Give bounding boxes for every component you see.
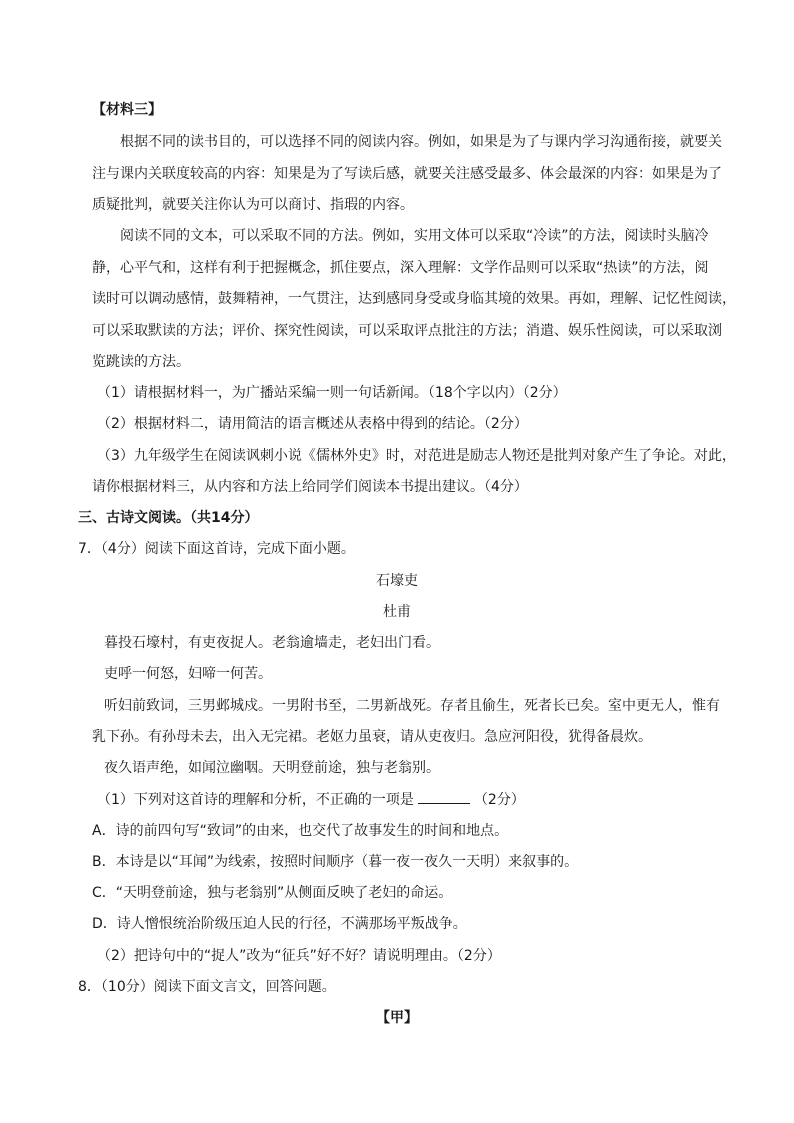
material3-para2-line1: 阅读不同的文本，可以采取不同的方法。例如，实用文体可以采取“冷读”的方法，阅读时头脑冷 — [120, 228, 709, 244]
option-d: D．诗人憎恨统治阶级压迫人民的行径，不满那场平叛战争。 — [92, 916, 467, 932]
poem-author: 杜甫 — [383, 604, 411, 620]
option-b: B．本诗是以“耳闻”为线索，按照时间顺序（暮一夜一夜久一天明）来叙事的。 — [92, 854, 579, 870]
answer-blank[interactable] — [418, 789, 470, 804]
poem-line-2: 吏呼一何怒，妇啼一何苦。 — [104, 666, 272, 682]
q6-sub1: （1）请根据材料一，为广播站采编一则一句话新闻。（18个字以内）（2分） — [97, 385, 567, 401]
material3-heading: 【材料三】 — [92, 102, 162, 118]
q6-sub3-line1: （3）九年级学生在阅读讽刺小说《儒林外史》时，对范进是励志人物还是批判对象产生了争论。对此， — [97, 448, 736, 464]
material3-para2-line5: 览跳读的方法。 — [92, 354, 190, 370]
material3-para2-line2: 静，心平气和，这样有利于把握概念，抓住要点，深入理解：文学作品则可以采取“热读”的方法，阅 — [92, 260, 709, 276]
q7-sub1-score: （2分） — [473, 792, 525, 808]
poem-title: 石壕吏 — [376, 573, 418, 589]
q6-sub3-line2: 请你根据材料三，从内容和方法上给同学们阅读本书提出建议。（4分） — [92, 479, 528, 495]
material3-para1-line2: 注与课内关联度较高的内容：知果是为了写读后感，就要关注感受最多、体会最深的内容：如果是为了 — [92, 166, 722, 182]
material3-para2-line3: 读时可以调动感情，鼓舞精神，一气贯注，达到感同身受或身临其境的效果。再如，理解、记忆性阅读， — [92, 291, 736, 307]
material3-para1-line1: 根据不同的读书目的，可以选择不同的阅读内容。例如，如果是为了与课内学习沟通衔接，就要关 — [120, 134, 722, 150]
poem-line-1: 暮投石壕村，有吏夜捉人。老翁逾墙走，老妇出门看。 — [104, 635, 440, 651]
poem-line-3: 听妇前致词，三男邺城戍。一男附书至，二男新战死。存者且偷生，死者长已矣。室中更无人，惟有 — [104, 698, 720, 714]
option-a: A．诗的前四句写“致词”的由来，也交代了故事发生的时间和地点。 — [92, 823, 509, 839]
q8-stem: 8．（10分）阅读下面文言文，回答问题。 — [78, 979, 336, 995]
section3-title: 三、古诗文阅读。（共14分） — [78, 510, 259, 526]
q7-sub1-text: （1）下列对这首诗的理解和分析，不正确的一项是 — [97, 792, 414, 808]
material3-para1-line3: 质疑批判，就要关注你认为可以商讨、指瑕的内容。 — [92, 197, 414, 213]
q7-sub1 — [97, 789, 525, 810]
q7-sub2: （2）把诗句中的“捉人”改为“征兵”好不好？请说明理由。（2分） — [97, 948, 501, 964]
poem-line-4: 乳下孙。有孙母未去，出入无完裙。老妪力虽衰，请从吏夜归。急应河阳役，犹得备晨炊。 — [92, 729, 652, 745]
q8-part-heading: 【甲】 — [376, 1010, 418, 1026]
material3-para2-line4: 可以采取默读的方法；评价、探究性阅读，可以采取评点批注的方法；消遣、娱乐性阅读，可以采取浏 — [92, 323, 722, 339]
option-c: C．“天明登前途，独与老翁别”从侧面反映了老妇的命运。 — [92, 885, 453, 901]
poem-line-5: 夜久语声绝，如闻泣幽咽。天明登前途，独与老翁别。 — [104, 760, 440, 776]
q6-sub2: （2）根据材料二，请用简洁的语言概述从表格中得到的结论。（2分） — [97, 416, 528, 432]
q7-stem: 7．（4分）阅读下面这首诗，完成下面小题。 — [78, 541, 355, 557]
